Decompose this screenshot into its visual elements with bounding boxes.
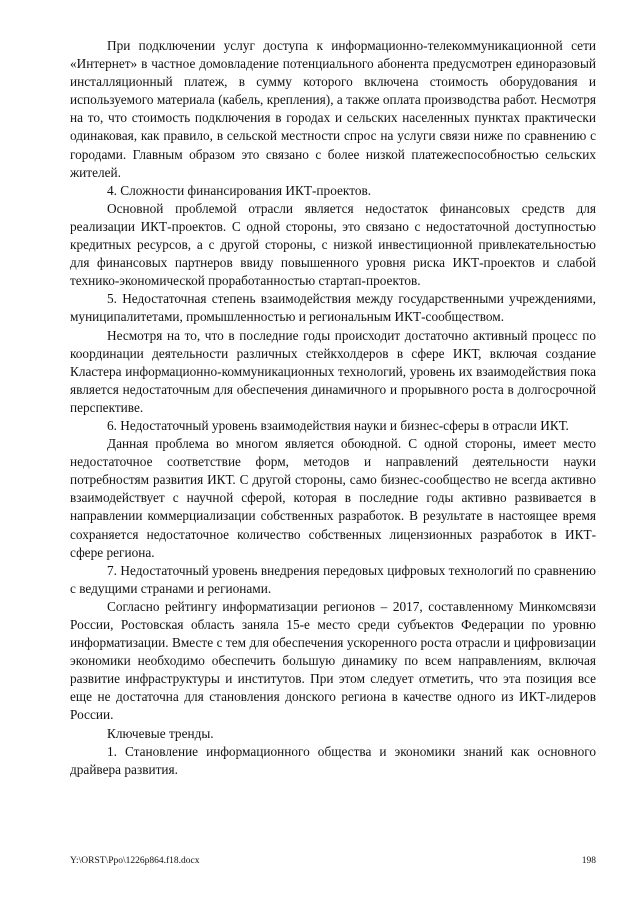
- heading-item-6: 6. Недостаточный уровень взаимодействия науки и бизнес-сферы в отрасли ИКТ.: [107, 417, 569, 433]
- page-footer: [70, 855, 596, 867]
- paragraph-science-business: Данная проблема во многом является обоюдной. С одной стороны, имеет место недостаточное соответствие форм, методов и направлений деятельности науки потребностям развития ИКТ. С другой стороны, само бизнес-сообщество не всегда активно взаимодействует с научной сферой, которая в последние годы активно развивается в направлении коммерциализации собственных разработок. В результате в настоящее время сохраняется недостаточное количество собственных лицензионных разработок в ИКТ-сфере региона.: [70, 436, 596, 560]
- heading-item-7: 7. Недостаточный уровень внедрения передовых цифровых технологий по сравнению с ведущими странами и регионами.: [70, 562, 596, 596]
- paragraph-financing: Основной проблемой отрасли является недостаток финансовых средств для реализации ИКТ-проектов. С одной стороны, это связано с недостаточной доступностью кредитных ресурсов, а с другой стороны, с низкой инвестиционной привлекательностью для финансовых партнеров ввиду повышенного уровня риска ИКТ-проектов и слабой технико-экономической проработанностью стартап-проектов.: [70, 200, 596, 289]
- paragraph-stakeholders: Несмотря на то, что в последние годы происходит достаточно активный процесс по координации деятельности различных стейкхолдеров в сфере ИКТ, включая создание Кластера информационно-коммуникационных технологий, уровень их взаимодействия пока является недостаточным для обеспечения динамичного и прорывного роста в долгосрочной перспективе.: [70, 327, 596, 415]
- footer-file-path: Y:\ORST\Ppo\1226p864.f18.docx: [70, 856, 200, 866]
- heading-item-4: 4. Сложности финансирования ИКТ-проектов.: [107, 182, 372, 198]
- paragraph-internet-connection: При подключении услуг доступа к информационно-телекоммуникационной сети «Интернет» в частное домовладение потенциального абонента предусмотрен единоразовый инсталляционный платеж, в сумму которого включена стоимость оборудования и используемого материала (кабель, крепления), а также оплата производства работ. Несмотря на то, что стоимость подключения в городах и сельских населенных пунктах практически одинаковая, как правило, в сельской местности спрос на услуги связи ниже по сравнению с городами. Главным образом это связано с более низкой платежеспособностью сельских жителей.: [70, 38, 596, 180]
- heading-trend-1: 1. Становление информационного общества и экономики знаний как основного драйвера развития.: [70, 743, 596, 777]
- page-number: 198: [581, 856, 596, 866]
- heading-key-trends: Ключевые тренды.: [107, 725, 214, 741]
- heading-item-5: 5. Недостаточная степень взаимодействия между государственными учреждениями, муниципалитетами, промышленностью и региональным ИКТ-сообществом.: [70, 291, 596, 325]
- document-body: [70, 37, 596, 779]
- paragraph-rating: Согласно рейтингу информатизации регионов – 2017, составленному Минкомсвязи России, Ростовская область заняла 15-е место среди субъектов Федерации по уровню информатизации. Вместе с тем для обеспечения ускоренного роста отрасли и цифровизации экономики необходимо обеспечить большую динамику по всем направлениям, включая развитие инфраструктуры и институтов. При этом следует отметить, что эта позиция все еще не достаточна для становления донского региона в качестве одного из ИКТ-лидеров России.: [70, 598, 596, 723]
